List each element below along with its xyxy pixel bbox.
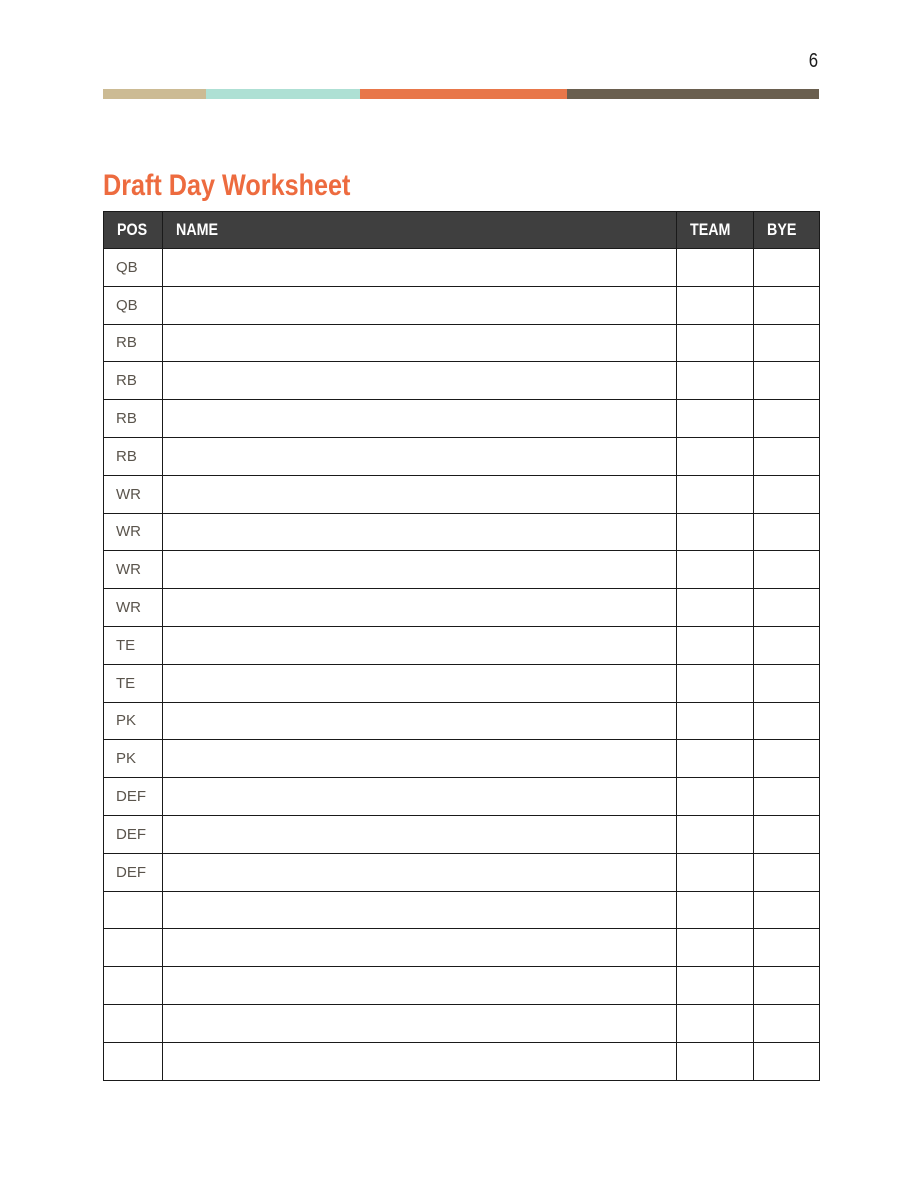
name-cell[interactable] [163, 740, 677, 778]
worksheet-header [104, 212, 820, 249]
team-cell[interactable] [677, 702, 754, 740]
pos-cell[interactable] [104, 891, 163, 929]
name-cell[interactable] [163, 475, 677, 513]
team-cell[interactable] [677, 740, 754, 778]
name-cell[interactable] [163, 513, 677, 551]
bye-cell[interactable] [754, 400, 820, 438]
page-title-text: Draft Day Worksheet [103, 169, 351, 202]
table-row [104, 589, 820, 627]
table-row [104, 778, 820, 816]
bye-cell[interactable] [754, 249, 820, 287]
table-row [104, 1042, 820, 1080]
bye-cell[interactable] [754, 967, 820, 1005]
accent-bar [103, 89, 819, 99]
table-row [104, 815, 820, 853]
name-cell[interactable] [163, 362, 677, 400]
team-cell[interactable] [677, 815, 754, 853]
team-cell[interactable] [677, 1004, 754, 1042]
pos-cell: WR [104, 551, 163, 589]
table-row [104, 626, 820, 664]
bye-cell[interactable] [754, 362, 820, 400]
pos-cell: TE [104, 664, 163, 702]
header-cell-name [163, 212, 677, 249]
team-cell[interactable] [677, 475, 754, 513]
team-cell[interactable] [677, 626, 754, 664]
page-title [103, 169, 398, 203]
name-cell[interactable] [163, 400, 677, 438]
pos-cell[interactable] [104, 929, 163, 967]
accent-bar-segment-orange [360, 89, 567, 99]
pos-cell: WR [104, 589, 163, 627]
pos-cell: TE [104, 626, 163, 664]
worksheet-rows [104, 249, 820, 1081]
table-row [104, 324, 820, 362]
pos-cell[interactable] [104, 967, 163, 1005]
table-row [104, 551, 820, 589]
header-cell-pos [104, 212, 163, 249]
pos-cell[interactable] [104, 1042, 163, 1080]
header-label-bye: BYE [767, 220, 797, 239]
name-cell[interactable] [163, 437, 677, 475]
table-row [104, 702, 820, 740]
bye-cell[interactable] [754, 1042, 820, 1080]
team-cell[interactable] [677, 664, 754, 702]
team-cell[interactable] [677, 437, 754, 475]
table-row [104, 1004, 820, 1042]
table-row [104, 249, 820, 287]
pos-cell: RB [104, 324, 163, 362]
team-cell[interactable] [677, 853, 754, 891]
table-row [104, 740, 820, 778]
table-row [104, 967, 820, 1005]
bye-cell[interactable] [754, 286, 820, 324]
table-row [104, 929, 820, 967]
bye-cell[interactable] [754, 815, 820, 853]
accent-bar-segment-teal [206, 89, 360, 99]
header-cell-team [677, 212, 754, 249]
name-cell[interactable] [163, 551, 677, 589]
bye-cell[interactable] [754, 475, 820, 513]
name-cell[interactable] [163, 702, 677, 740]
draft-worksheet-table [103, 211, 820, 1081]
header-row [104, 212, 820, 249]
team-cell[interactable] [677, 778, 754, 816]
name-cell[interactable] [163, 664, 677, 702]
header-label-pos: POS [117, 220, 148, 239]
team-cell[interactable] [677, 967, 754, 1005]
team-cell[interactable] [677, 286, 754, 324]
table-row [104, 853, 820, 891]
name-cell[interactable] [163, 589, 677, 627]
table-row [104, 437, 820, 475]
table-row [104, 286, 820, 324]
bye-cell[interactable] [754, 778, 820, 816]
pos-cell: WR [104, 475, 163, 513]
pos-cell: QB [104, 286, 163, 324]
header-label-name: NAME [176, 220, 219, 239]
pos-cell[interactable] [104, 1004, 163, 1042]
pos-cell: QB [104, 249, 163, 287]
bye-cell[interactable] [754, 1004, 820, 1042]
accent-bar-segment-brown [567, 89, 819, 99]
pos-cell: WR [104, 513, 163, 551]
team-cell[interactable] [677, 929, 754, 967]
name-cell[interactable] [163, 891, 677, 929]
pos-cell: DEF [104, 853, 163, 891]
team-cell[interactable] [677, 324, 754, 362]
pos-cell: DEF [104, 778, 163, 816]
name-cell[interactable] [163, 626, 677, 664]
table-row [104, 513, 820, 551]
page-number [807, 50, 818, 73]
table-row [104, 475, 820, 513]
team-cell[interactable] [677, 362, 754, 400]
bye-cell[interactable] [754, 589, 820, 627]
table-row [104, 664, 820, 702]
pos-cell: PK [104, 702, 163, 740]
bye-cell[interactable] [754, 437, 820, 475]
bye-cell[interactable] [754, 664, 820, 702]
pos-cell: PK [104, 740, 163, 778]
team-cell[interactable] [677, 249, 754, 287]
name-cell[interactable] [163, 1042, 677, 1080]
team-cell[interactable] [677, 891, 754, 929]
bye-cell[interactable] [754, 702, 820, 740]
team-cell[interactable] [677, 513, 754, 551]
bye-cell[interactable] [754, 853, 820, 891]
table-row [104, 891, 820, 929]
header-cell-bye [754, 212, 820, 249]
pos-cell: RB [104, 437, 163, 475]
name-cell[interactable] [163, 324, 677, 362]
table-row [104, 362, 820, 400]
bye-cell[interactable] [754, 324, 820, 362]
page-number-value: 6 [808, 50, 818, 72]
pos-cell: RB [104, 400, 163, 438]
name-cell[interactable] [163, 249, 677, 287]
accent-bar-segment-tan [103, 89, 206, 99]
table-row [104, 400, 820, 438]
name-cell[interactable] [163, 929, 677, 967]
bye-cell[interactable] [754, 891, 820, 929]
pos-cell: DEF [104, 815, 163, 853]
name-cell[interactable] [163, 778, 677, 816]
bye-cell[interactable] [754, 551, 820, 589]
bye-cell[interactable] [754, 929, 820, 967]
name-cell[interactable] [163, 853, 677, 891]
header-label-team: TEAM [690, 220, 731, 239]
name-cell[interactable] [163, 1004, 677, 1042]
pos-cell: RB [104, 362, 163, 400]
bye-cell[interactable] [754, 626, 820, 664]
team-cell[interactable] [677, 1042, 754, 1080]
bye-cell[interactable] [754, 740, 820, 778]
name-cell[interactable] [163, 967, 677, 1005]
team-cell[interactable] [677, 551, 754, 589]
team-cell[interactable] [677, 400, 754, 438]
name-cell[interactable] [163, 815, 677, 853]
bye-cell[interactable] [754, 513, 820, 551]
name-cell[interactable] [163, 286, 677, 324]
team-cell[interactable] [677, 589, 754, 627]
